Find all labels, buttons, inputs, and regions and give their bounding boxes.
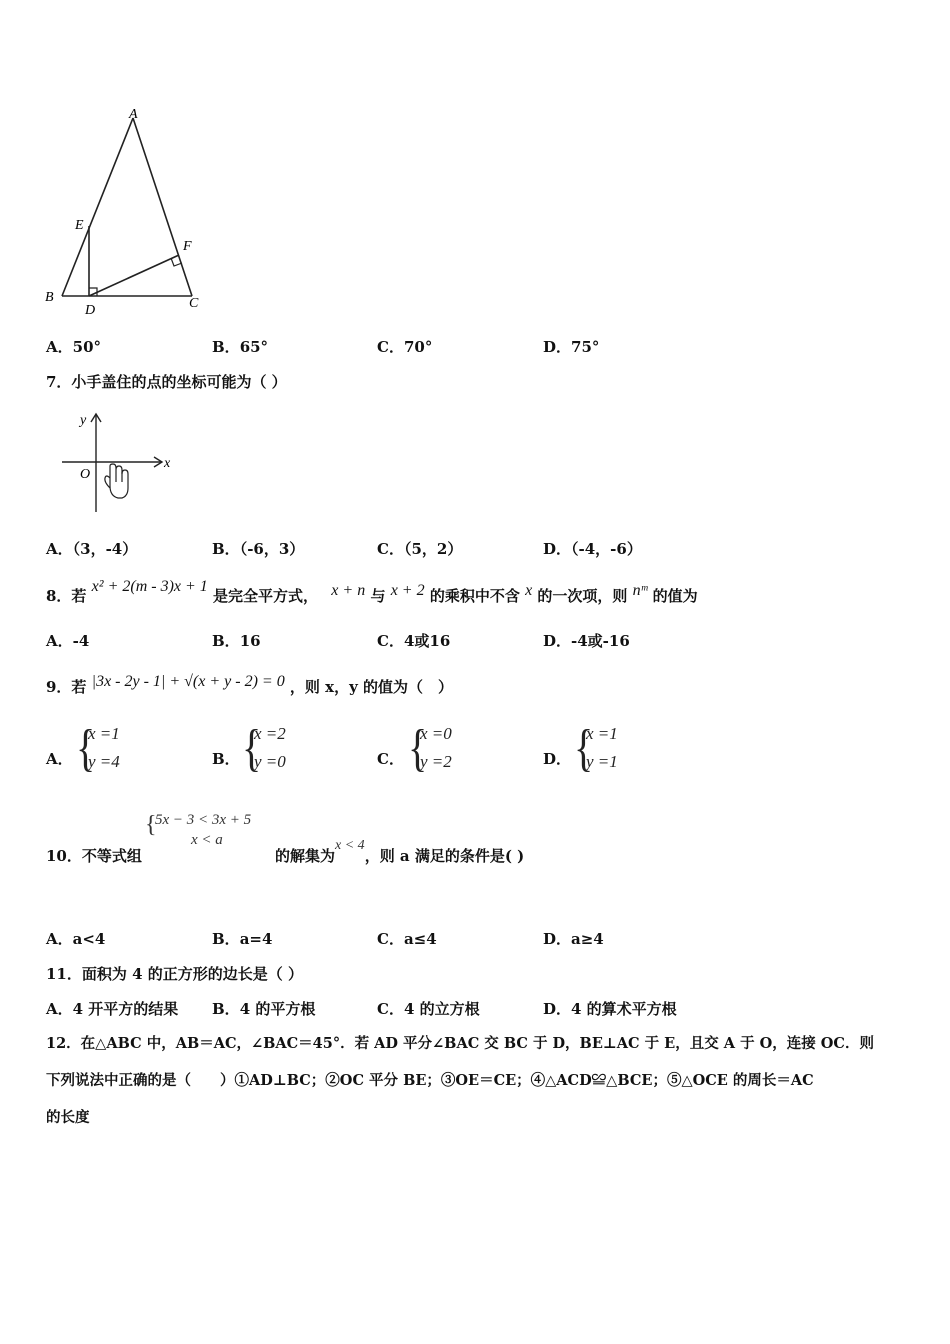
q11-option-a[interactable]: A．4 开平方的结果: [46, 1000, 179, 1018]
q7-stem: 7．小手盖住的点的坐标可能为（ ）: [46, 373, 287, 391]
q12-line-3: 的长度: [46, 1109, 90, 1126]
q10-option-b[interactable]: B．a=4: [212, 930, 273, 948]
q7-option-d[interactable]: D．（-4，-6）: [543, 540, 642, 558]
q8-option-b[interactable]: B．16: [212, 632, 261, 650]
q6-option-c[interactable]: C．70°: [377, 338, 433, 356]
q7-option-b[interactable]: B．（-6，3）: [212, 540, 305, 558]
label-C: C: [189, 296, 199, 311]
label-F: F: [183, 239, 192, 254]
q8-expr-1: x² + 2(m - 3)x + 1: [91, 578, 208, 595]
origin-label: O: [80, 467, 91, 482]
q9-option-b[interactable]: B． { x =2 y =0: [212, 718, 286, 777]
q10-num: 10．不等式组: [46, 847, 142, 865]
q8-expr-5: nᵐ: [632, 582, 648, 599]
q8-option-c[interactable]: C．4或16: [377, 632, 451, 650]
q10-option-a[interactable]: A．a<4: [46, 930, 106, 948]
q11-option-d[interactable]: D．4 的算术平方根: [543, 1000, 677, 1018]
q11-option-c[interactable]: C．4 的立方根: [377, 1000, 480, 1018]
coordinate-figure: [58, 408, 178, 518]
q11-option-b[interactable]: B．4 的平方根: [212, 1000, 316, 1018]
q8-option-d[interactable]: D．-4或-16: [543, 632, 630, 650]
q10-solution: x < 4: [335, 838, 365, 853]
q6-option-a[interactable]: A．50°: [46, 338, 102, 356]
q12-line-2: 下列说法中正确的是（ ）①AD⊥BC；②OC 平分 BE；③OE＝CE；④△ACD≌△BCE；⑤△OCE 的周长＝AC: [46, 1072, 814, 1089]
q8-expr-4: x: [525, 582, 533, 599]
label-D: D: [85, 303, 96, 318]
q7-option-a[interactable]: A．（3，-4）: [46, 540, 138, 558]
q9-stem: 9．若 |3x - 2y - 1| + √(x + y - 2) = 0 ，则 x，y 的值为（ ）: [46, 673, 454, 696]
axis-label-x: x: [164, 456, 171, 471]
axis-label-y: y: [80, 413, 87, 428]
label-B: B: [45, 290, 54, 305]
hand-icon: [105, 464, 128, 498]
q9-expr: |3x - 2y - 1| + √(x + y - 2) = 0: [91, 673, 285, 690]
q8-option-a[interactable]: A．-4: [46, 632, 90, 650]
q9-option-d[interactable]: D． { x =1 y =1: [543, 718, 618, 777]
label-A: A: [129, 107, 138, 122]
q9-option-a[interactable]: A． { x =1 y =4: [46, 718, 120, 777]
q8-expr-2: x + n: [331, 582, 366, 599]
q11-stem: 11．面积为 4 的正方形的边长是（ ）: [46, 965, 303, 983]
q6-option-b[interactable]: B．65°: [212, 338, 269, 356]
q8-stem: 8．若 x² + 2(m - 3)x + 1 是完全平方式， x + n 与 x + 2 的乘积中不含 x 的一次项，则 nᵐ 的值为: [46, 578, 698, 605]
q8-expr-3: x + 2: [390, 582, 425, 599]
q7-option-c[interactable]: C．（5，2）: [377, 540, 463, 558]
q10-stem-rest: 的解集为x < 4，则 a 满足的条件是( ): [275, 838, 525, 865]
label-E: E: [75, 218, 84, 233]
q12-line-1: 12．在△ABC 中，AB＝AC，∠BAC＝45°．若 AD 平分∠BAC 交 BC 于 D，BE⊥AC 于 E，且交 A 于 O，连接 OC．则: [46, 1035, 874, 1052]
q10-option-c[interactable]: C．a≤4: [377, 930, 437, 948]
triangle-figure: [40, 100, 220, 320]
q10-option-d[interactable]: D．a≥4: [543, 930, 604, 948]
q9-option-c[interactable]: C． { x =0 y =2: [377, 718, 452, 777]
q6-option-d[interactable]: D．75°: [543, 338, 600, 356]
